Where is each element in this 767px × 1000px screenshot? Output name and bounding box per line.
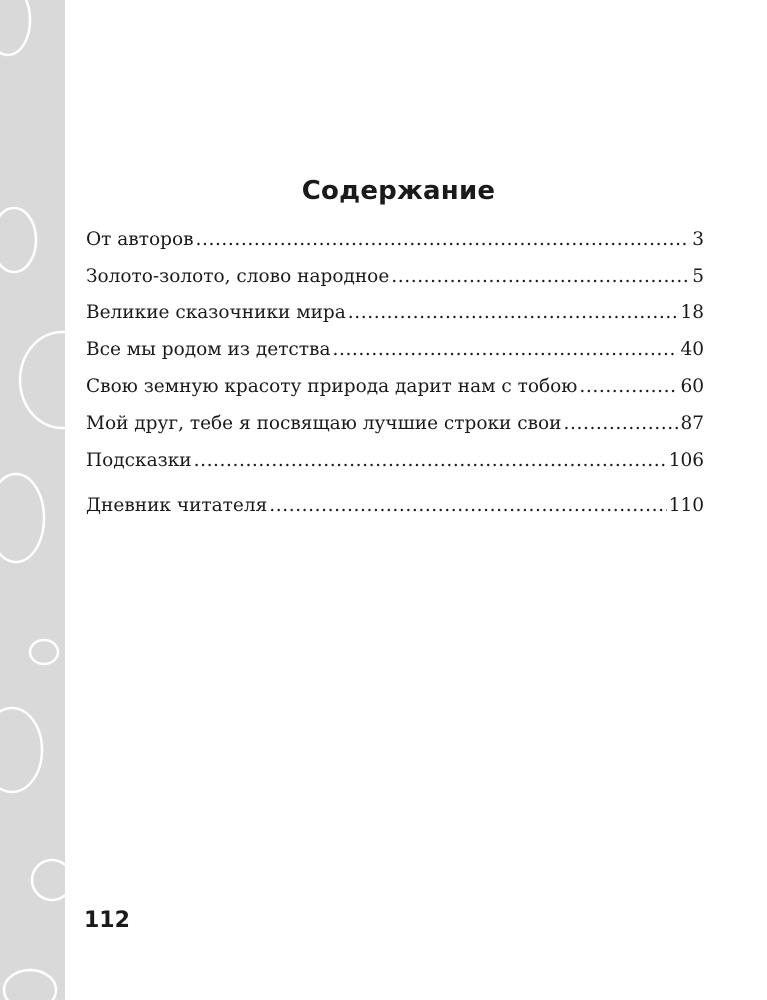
dot-leader — [194, 447, 667, 475]
toc-entry[interactable] — [86, 226, 704, 254]
toc-entry[interactable] — [86, 263, 704, 291]
dot-leader — [196, 226, 691, 254]
toc-entry-page: 87 — [680, 413, 704, 434]
toc-entry-title: От авторов — [86, 229, 194, 250]
page-number: 112 — [84, 908, 130, 933]
toc-entry-title: Мой друг, тебе я посвящаю лучшие строки свои — [86, 413, 562, 434]
toc-entry[interactable] — [86, 492, 704, 520]
toc-entry-page: 18 — [680, 302, 704, 323]
dot-leader — [332, 336, 678, 364]
toc-entry[interactable] — [86, 373, 704, 401]
dot-leader — [348, 299, 679, 327]
dot-leader — [391, 263, 690, 291]
toc-entry-title: Свою земную красоту природа дарит нам с тобою — [86, 376, 578, 397]
toc-entry-page: 110 — [668, 495, 704, 516]
toc-entry-page: 60 — [680, 376, 704, 397]
toc-entry-page: 106 — [668, 450, 704, 471]
dot-leader — [564, 410, 679, 438]
decorative-side-strip — [0, 0, 65, 1000]
toc-entry-title: Дневник читателя — [86, 495, 268, 516]
toc-entry[interactable] — [86, 410, 704, 438]
toc-entry[interactable] — [86, 447, 704, 475]
toc-entry-title: Все мы родом из детства — [86, 339, 331, 360]
toc-entry-title: Великие сказочники мира — [86, 302, 346, 323]
dot-leader — [579, 373, 678, 401]
toc-entry-title: Подсказки — [86, 450, 192, 471]
toc-entry-title: Золото-золото, слово народное — [86, 266, 390, 287]
page-title: Содержание — [301, 176, 496, 206]
toc-entry[interactable] — [86, 299, 704, 327]
dot-leader — [269, 492, 666, 520]
toc-entry-page: 40 — [680, 339, 704, 360]
toc-entry[interactable] — [86, 336, 704, 364]
toc-entry-page: 5 — [692, 266, 704, 287]
bubble-decoration-icon — [0, 0, 65, 1000]
toc-entry-page: 3 — [692, 229, 704, 250]
